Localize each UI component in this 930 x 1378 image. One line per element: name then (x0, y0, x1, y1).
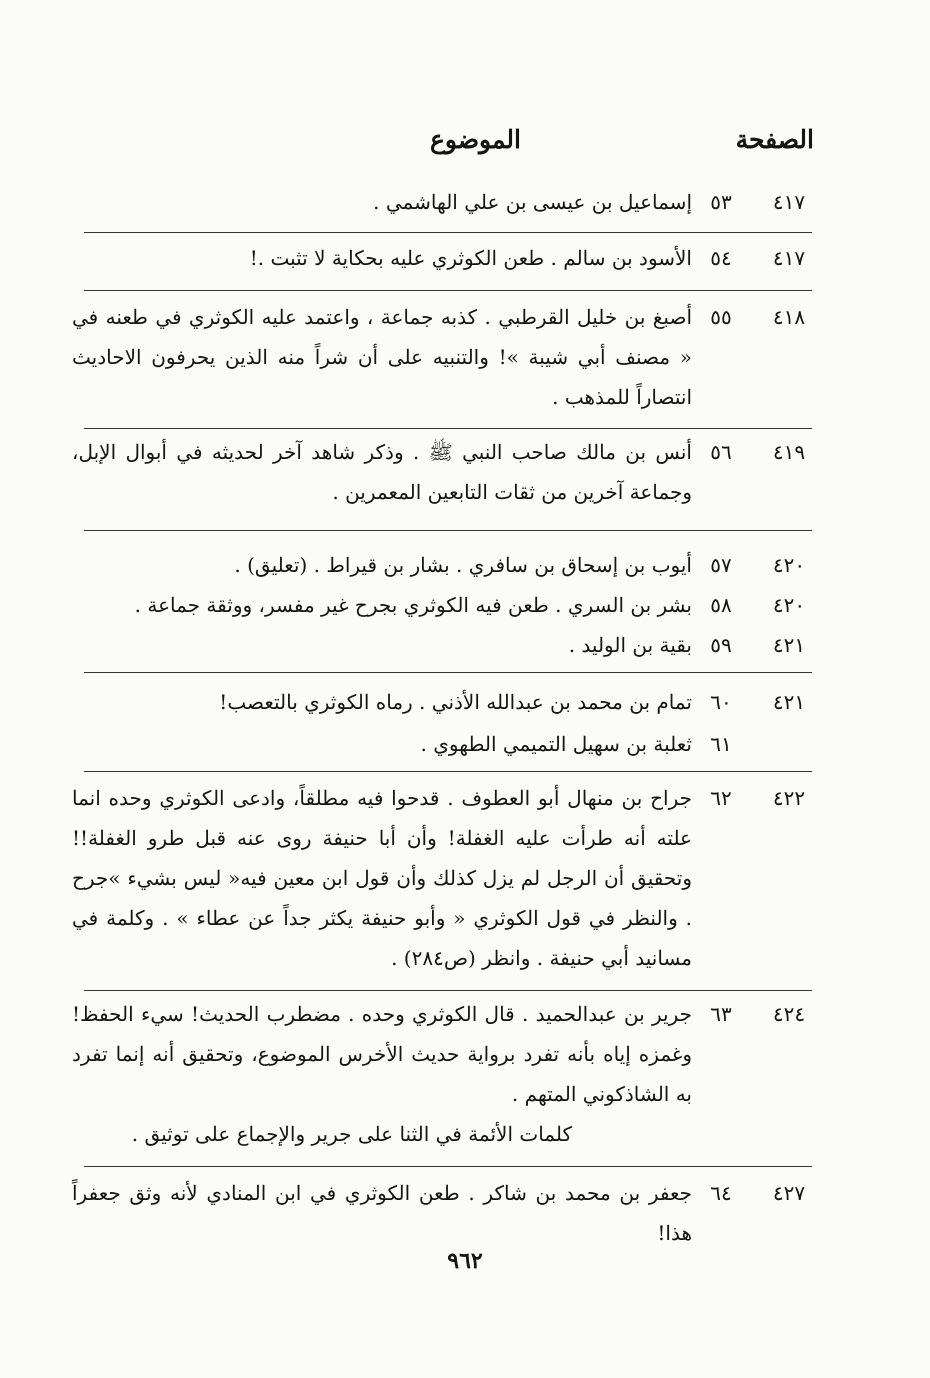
index-entry (72, 1173, 812, 1245)
divider (84, 771, 812, 772)
entry-page-number: ٤١٩ (772, 440, 806, 464)
entry-number: ٦١ (710, 732, 732, 756)
entry-page-number: ٤١٧ (772, 246, 806, 270)
entry-page-number: ٤١٧ (772, 190, 806, 214)
entry-number: ٥٤ (710, 246, 732, 270)
entry-text: جعفر بن محمد بن شاكر . طعن الكوثري في ابن المنادي لأنه وثق جعفراً هذا! (72, 1181, 692, 1245)
entry-page-number: ٤٢٠ (772, 593, 806, 617)
index-entry (72, 724, 812, 764)
entry-number: ٦٠ (710, 690, 732, 714)
entry-number: ٥٥ (710, 305, 732, 329)
page-column-header: الصفحة (735, 125, 814, 154)
entry-text: الأسود بن سالم . طعن الكوثري عليه بحكاية لا تثبت .! (249, 246, 692, 270)
entry-note: كلمات الأئمة في الثنا على جرير والإجماع على توثيق . (131, 1122, 572, 1146)
entry-number: ٥٩ (710, 633, 732, 657)
entry-text: جرير بن عبدالحميد . قال الكوثري وحده . مضطرب الحديث! سيء الحفظ! وغمزه إياه بأنه تفرد برواية حديث الأخرس الموضوع، وتحقيق أنه إنما تفرد به الشاذكوني المتهم . (72, 1002, 692, 1106)
entry-number: ٥٣ (710, 190, 732, 214)
entry-number: ٦٣ (710, 1002, 732, 1026)
index-entry (72, 585, 812, 625)
entry-number: ٥٨ (710, 593, 732, 617)
entry-text: أنس بن مالك صاحب النبي ﷺ . وذكر شاهد آخر لحديثه في أبوال الإبل، وجماعة آخرين من ثقات التابعين المعمرين . (72, 440, 692, 504)
page-number: ٩٦٢ (447, 1248, 483, 1274)
entry-page-number: ٤٢٧ (772, 1181, 806, 1205)
entry-number: ٦٢ (710, 786, 732, 810)
index-entry (72, 432, 812, 504)
entry-page-number: ٤٢٠ (772, 553, 806, 577)
index-entry (72, 545, 812, 585)
divider (84, 428, 812, 429)
entry-page-number: ٤٢٤ (772, 1002, 806, 1026)
entry-number: ٦٤ (710, 1181, 732, 1205)
entry-page-number: ٤٢٢ (772, 786, 806, 810)
entry-page-number: ٤١٨ (772, 305, 806, 329)
divider (84, 672, 812, 673)
entry-text: إسماعيل بن عيسى بن علي الهاشمي . (373, 190, 692, 214)
entry-page-number: ٤٢١ (772, 633, 806, 657)
entry-number: ٥٦ (710, 440, 732, 464)
topic-column-header: الموضوع (430, 125, 521, 154)
divider (84, 530, 812, 531)
entry-text: بشر بن السري . طعن فيه الكوثري بجرح غير مفسر، ووثقة جماعة . (134, 593, 692, 617)
entry-text: جراح بن منهال أبو العطوف . قدحوا فيه مطلقاً، وادعى الكوثري وحده انما علته أنه طرأت عليه الغفلة! وأن أبا حنيفة روى عنه قبل طرو الغفلة!! وتحقيق أن الرجل لم يزل كذلك وأن قول ابن معين فيه« ليس بشيء »جرح . والنظر في قول الكوثري « وأبو حنيفة يكثر جداً عن عطاء » . وكلمة في مسانيد أبي حنيفة . وانظر (ص٢٨٤) . (72, 786, 692, 970)
index-entry (72, 625, 812, 665)
divider (84, 232, 812, 233)
entry-text: أيوب بن إسحاق بن سافري . بشار بن قيراط . (تعليق) . (234, 553, 692, 577)
index-entry (72, 238, 812, 278)
divider (84, 290, 812, 291)
divider (84, 990, 812, 991)
index-entry (72, 682, 812, 722)
entry-text: أصبغ بن خليل القرطبي . كذبه جماعة ، واعتمد عليه الكوثري في طعنه في « مصنف أبي شيبة »! والتنبيه على أن شراً منه الذين يحرفون الاحاديث انتصاراً للمذهب . (72, 305, 692, 409)
index-entry (72, 994, 812, 1146)
entry-text: تمام بن محمد بن عبدالله الأذني . رماه الكوثري بالتعصب! (219, 690, 692, 714)
index-entry (72, 182, 812, 222)
index-entry (72, 297, 812, 409)
entry-number: ٥٧ (710, 553, 732, 577)
entry-text: ثعلبة بن سهيل التميمي الطهوي . (420, 732, 692, 756)
divider (84, 1166, 812, 1167)
entry-page-number: ٤٢١ (772, 690, 806, 714)
entry-text: بقية بن الوليد . (568, 633, 692, 657)
index-entry (72, 778, 812, 970)
